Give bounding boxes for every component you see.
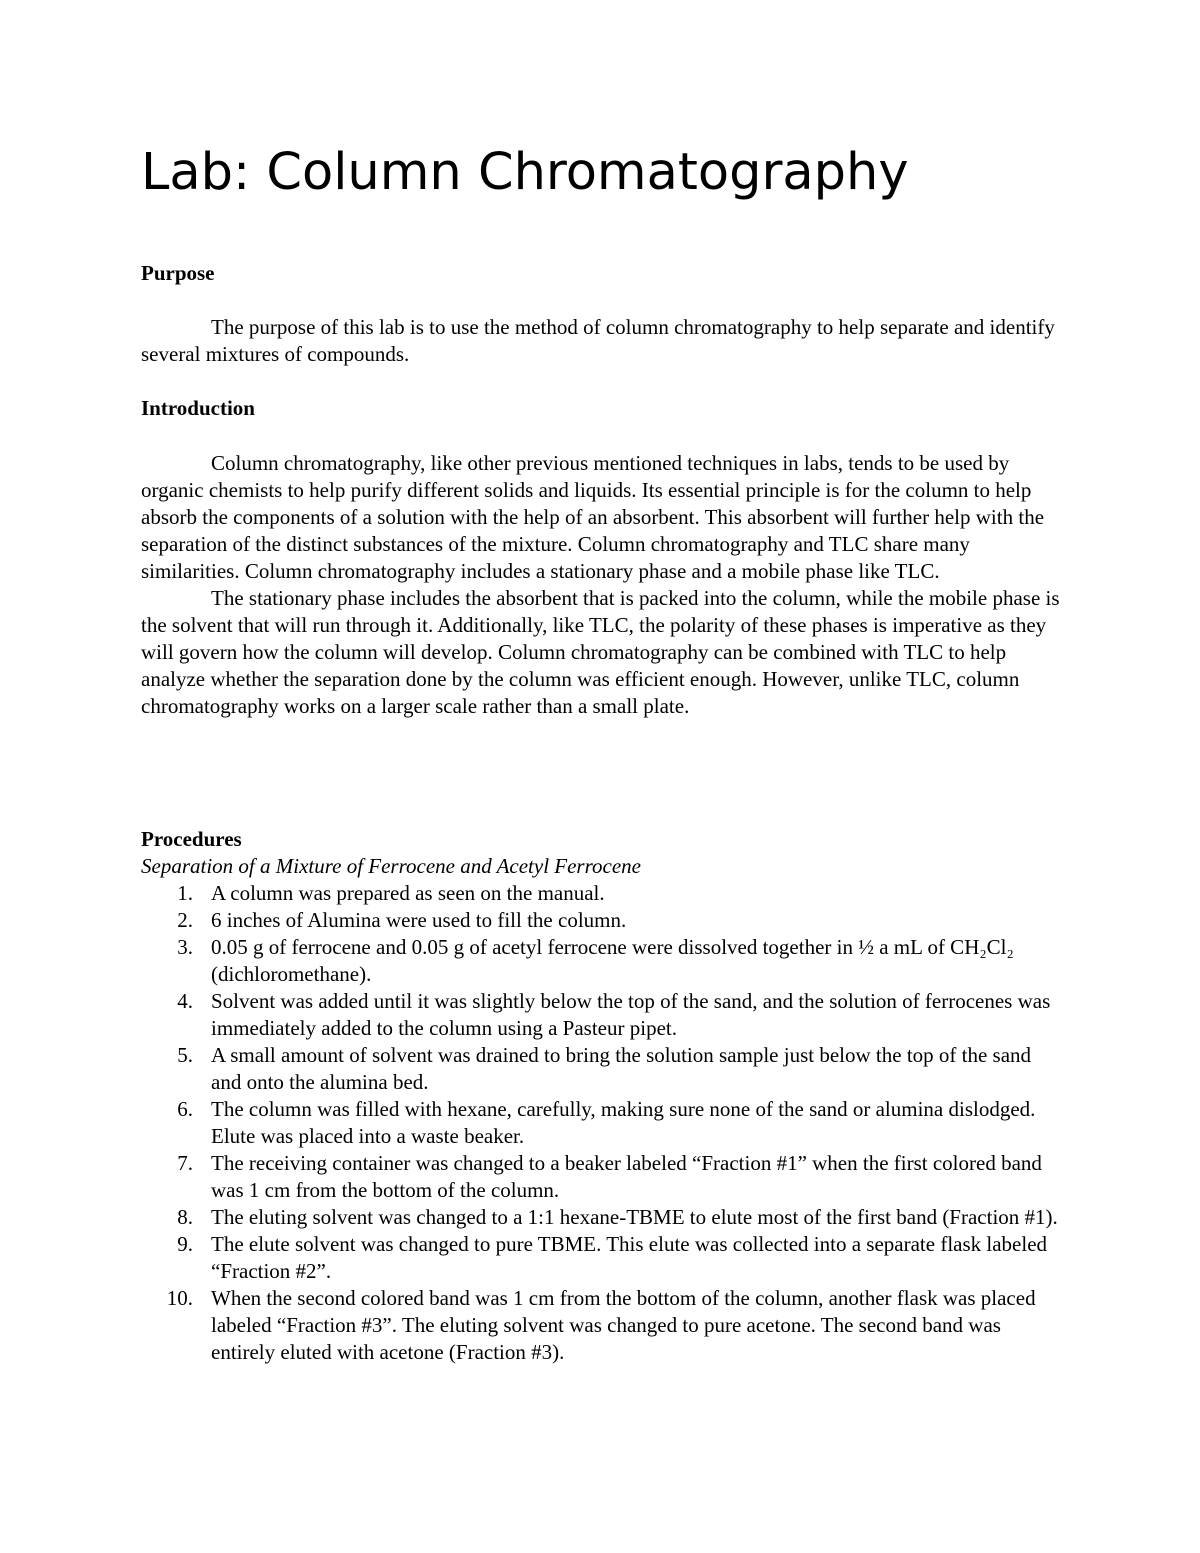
procedures-heading: Procedures bbox=[141, 827, 242, 851]
procedure-step bbox=[141, 880, 1061, 907]
step-text: 0.05 g of ferrocene and 0.05 g of acetyl ferrocene were dissolved together in ½ a mL of CH₂Cl₂ (dichloromethane). bbox=[211, 935, 1014, 986]
introduction-heading: Introduction bbox=[141, 396, 255, 420]
step-text: The receiving container was changed to a beaker labeled “Fraction #1” when the first colored band was 1 cm from the bottom of the column. bbox=[211, 1151, 1042, 1202]
procedure-step bbox=[141, 1231, 1061, 1285]
step-number: 2. bbox=[177, 908, 193, 932]
step-number: 10. bbox=[166, 1286, 193, 1310]
introduction-paragraph-1: Column chromatography, like other previous mentioned techniques in labs, tends to be used by organic chemists to help purify different solids and liquids. Its essential principle is for the column to help absorb the components of a solution with the help of an absorbent. This absorbent will further help with the separation of the distinct substances of the mixture. Column chromatography and TLC share many similarities. Column chromatography includes a stationary phase and a mobile phase like TLC. bbox=[141, 451, 1045, 583]
procedure-step bbox=[141, 1285, 1061, 1366]
procedure-step bbox=[141, 1204, 1061, 1231]
step-text: A small amount of solvent was drained to bring the solution sample just below the top of the sand and onto the alumina bed. bbox=[211, 1043, 1032, 1094]
procedure-step bbox=[141, 907, 1061, 934]
purpose-heading: Purpose bbox=[141, 261, 215, 285]
step-number: 9. bbox=[177, 1232, 193, 1256]
procedure-steps-list bbox=[141, 880, 1061, 1366]
step-text: 6 inches of Alumina were used to fill the column. bbox=[211, 908, 627, 932]
step-number: 1. bbox=[177, 881, 193, 905]
procedure-step bbox=[141, 934, 1061, 988]
purpose-paragraph: The purpose of this lab is to use the method of column chromatography to help separate and identify several mixtures of compounds. bbox=[141, 315, 1055, 366]
step-text: When the second colored band was 1 cm from the bottom of the column, another flask was placed labeled “Fraction #3”. The eluting solvent was changed to pure acetone. The second band was entirely eluted with acetone (Fraction #3). bbox=[211, 1286, 1036, 1364]
step-text: The column was filled with hexane, carefully, making sure none of the sand or alumina dislodged. Elute was placed into a waste beaker. bbox=[211, 1097, 1036, 1148]
procedure-step bbox=[141, 1042, 1061, 1096]
step-text: Solvent was added until it was slightly below the top of the sand, and the solution of ferrocenes was immediately added to the column using a Pasteur pipet. bbox=[211, 989, 1051, 1040]
step-number: 5. bbox=[177, 1043, 193, 1067]
procedure-step bbox=[141, 1150, 1061, 1204]
purpose-section bbox=[141, 314, 1061, 368]
step-text: A column was prepared as seen on the manual. bbox=[211, 881, 605, 905]
step-number: 4. bbox=[177, 989, 193, 1013]
document-title: Lab: Column Chromatography bbox=[141, 143, 909, 202]
procedures-subheading: Separation of a Mixture of Ferrocene and Acetyl Ferrocene bbox=[141, 854, 641, 878]
introduction-paragraph-2: The stationary phase includes the absorbent that is packed into the column, while the mobile phase is the solvent that will run through it. Additionally, like TLC, the polarity of these phases is imperative as they will govern how the column will develop. Column chromatography can be combined with TLC to help analyze whether the separation done by the column was efficient enough. However, unlike TLC, column chromatography works on a larger scale rather than a small plate. bbox=[141, 586, 1060, 718]
step-text: The eluting solvent was changed to a 1:1 hexane-TBME to elute most of the first band (Fraction #1). bbox=[211, 1205, 1058, 1229]
step-number: 3. bbox=[177, 935, 193, 959]
introduction-section bbox=[141, 450, 1061, 720]
step-number: 6. bbox=[177, 1097, 193, 1121]
procedure-step bbox=[141, 988, 1061, 1042]
procedure-step bbox=[141, 1096, 1061, 1150]
step-number: 7. bbox=[177, 1151, 193, 1175]
step-text: The elute solvent was changed to pure TBME. This elute was collected into a separate flask labeled “Fraction #2”. bbox=[211, 1232, 1048, 1283]
step-number: 8. bbox=[177, 1205, 193, 1229]
